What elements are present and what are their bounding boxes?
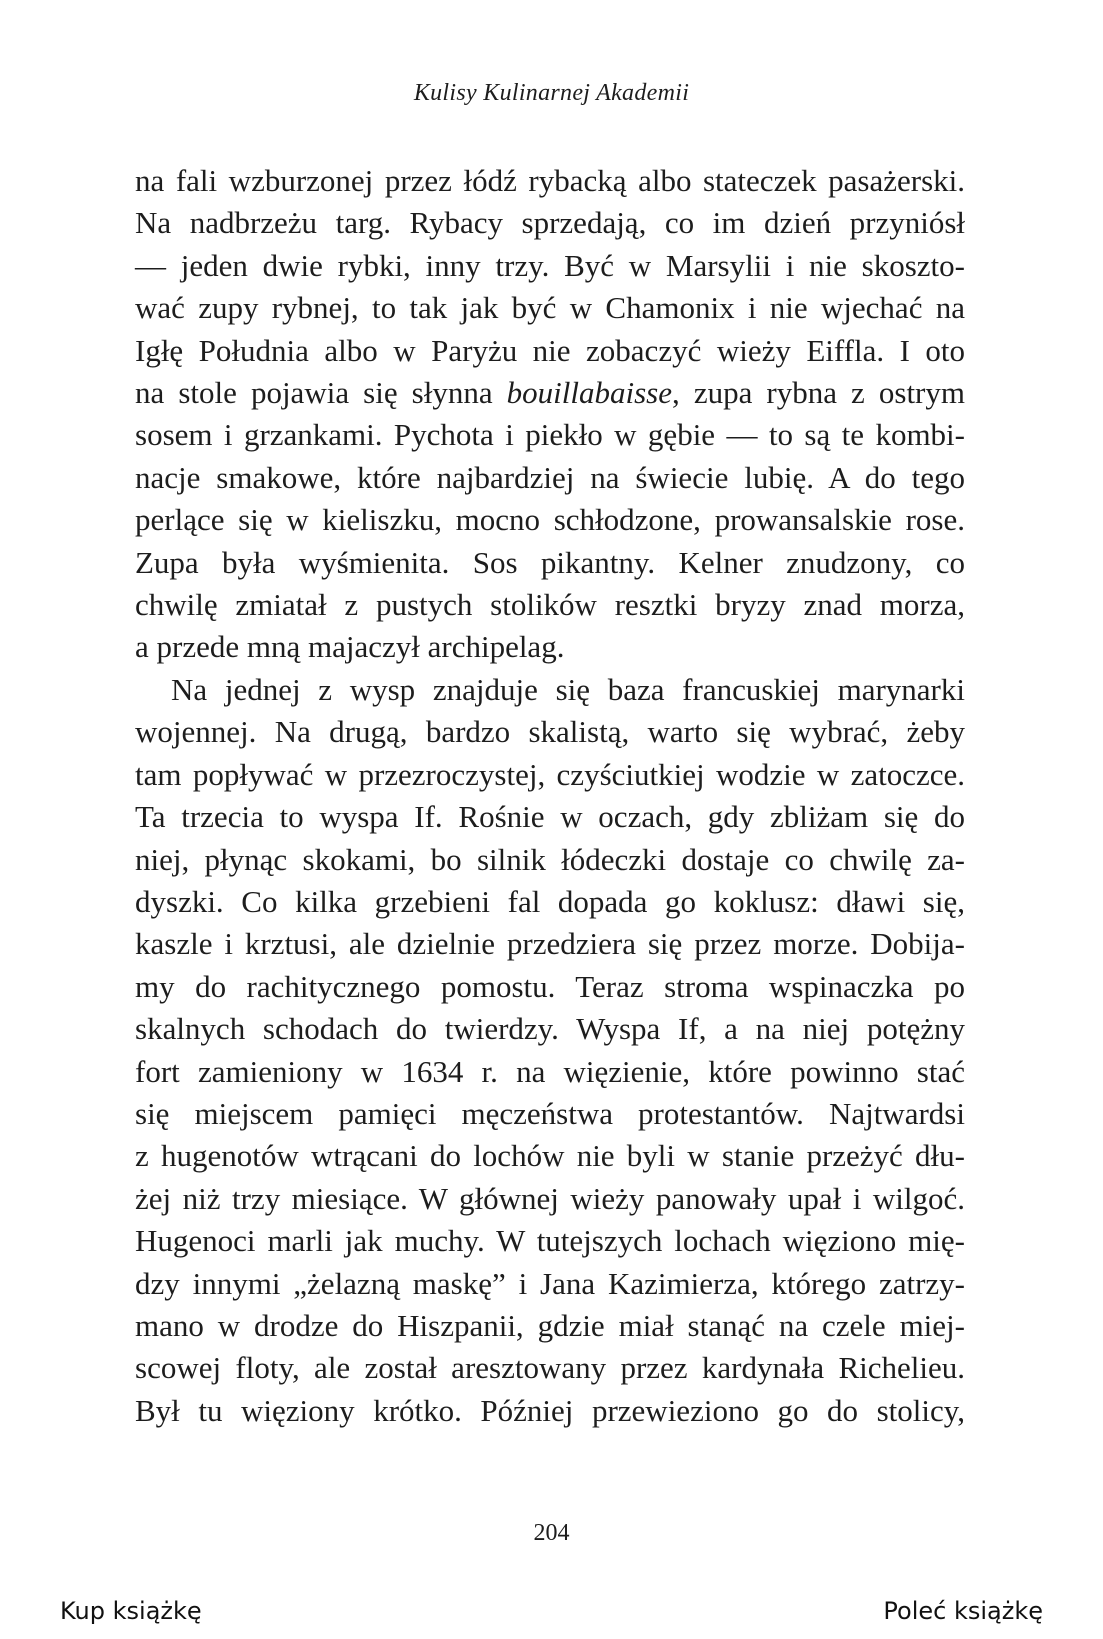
text-line: dyszki. Co kilka grzebieni fal dopada go koklusz: dławi się, bbox=[135, 883, 965, 919]
text-line: my do rachitycznego pomostu. Teraz stroma wspinaczka po bbox=[135, 968, 965, 1004]
text-line: chwilę zmiatał z pustych stolików resztki bryzy znad morza, bbox=[135, 587, 965, 623]
text-line: z hugenotów wtrącani do lochów nie byli w stanie przeżyć dłu- bbox=[135, 1138, 965, 1174]
text-line: tam popływać w przezroczystej, czyściutkiej wodzie w zatoczce. bbox=[135, 756, 965, 792]
text-line: Igłę Południa albo w Paryżu nie zobaczyć wieży Eiffla. I oto bbox=[135, 332, 965, 368]
text-line: na fali wzburzonej przez łódź rybacką albo stateczek pasażerski. bbox=[135, 163, 965, 198]
buy-book-link[interactable]: Kup książkę bbox=[60, 1597, 202, 1625]
text-line-part: , zupa rybna z ostrym bbox=[672, 375, 965, 411]
text-line: perlące się w kieliszku, mocno schłodzone, prowansalskie rose. bbox=[135, 502, 965, 538]
page-number: 204 bbox=[533, 1520, 570, 1546]
text-line: nacje smakowe, które najbardziej na świecie lubię. A do tego bbox=[135, 459, 965, 495]
text-line: — jeden dwie rybki, inny trzy. Być w Marsylii i nie skoszto- bbox=[135, 247, 965, 283]
text-line: się miejscem pamięci męczeństwa protestantów. Najtwardsi bbox=[135, 1095, 965, 1131]
text-line: wojennej. Na drugą, bardzo skalistą, warto się wybrać, żeby bbox=[135, 714, 965, 750]
body-text bbox=[135, 160, 965, 1432]
text-line: scowej floty, ale został aresztowany przez kardynała Richelieu. bbox=[135, 1350, 965, 1386]
paragraph-1 bbox=[135, 160, 965, 669]
text-line: skalnych schodach do twierdzy. Wyspa If, a na niej potężny bbox=[135, 1011, 965, 1047]
text-line: Na nadbrzeżu targ. Rybacy sprzedają, co im dzień przyniósł bbox=[135, 205, 965, 241]
text-line: Był tu więziony krótko. Później przewieziono go do stolicy, bbox=[135, 1392, 965, 1428]
running-header: Kulisy Kulinarnej Akademii bbox=[413, 80, 690, 106]
italic-term: bouillabaisse bbox=[506, 375, 672, 411]
paragraph-2 bbox=[135, 669, 965, 1432]
text-line-part: na stole pojawia się słynna bbox=[135, 375, 507, 411]
text-line: Ta trzecia to wyspa If. Rośnie w oczach, gdy zbliżam się do bbox=[135, 799, 965, 835]
text-line: fort zamieniony w 1634 r. na więzienie, które powinno stać bbox=[135, 1053, 965, 1089]
text-line: niej, płynąc skokami, bo silnik łódeczki dostaje co chwilę za- bbox=[135, 841, 965, 877]
text-line: Hugenoci marli jak muchy. W tutejszych lochach więziono mię- bbox=[135, 1223, 965, 1259]
text-line: żej niż trzy miesiące. W głównej wieży panowały upał i wilgoć. bbox=[135, 1180, 965, 1216]
text-line: dzy innymi „żelazną maskę” i Jana Kazimierza, którego zatrzy- bbox=[135, 1265, 965, 1301]
recommend-book-link[interactable]: Poleć książkę bbox=[883, 1597, 1043, 1625]
text-line: a przede mną majaczył archipelag. bbox=[135, 629, 565, 665]
text-line: kaszle i krztusi, ale dzielnie przedziera się przez morze. Dobija- bbox=[135, 926, 965, 962]
text-line bbox=[135, 372, 965, 414]
text-line: sosem i grzankami. Pychota i piekło w gębie — to są te kombi- bbox=[135, 417, 965, 453]
text-line: mano w drodze do Hiszpanii, gdzie miał stanąć na czele miej- bbox=[135, 1307, 965, 1343]
text-line: wać zupy rybnej, to tak jak być w Chamonix i nie wjechać na bbox=[135, 290, 965, 326]
text-line: Na jednej z wysp znajduje się baza francuskiej marynarki bbox=[171, 671, 965, 707]
text-line: Zupa była wyśmienita. Sos pikantny. Kelner znudzony, co bbox=[135, 544, 965, 580]
